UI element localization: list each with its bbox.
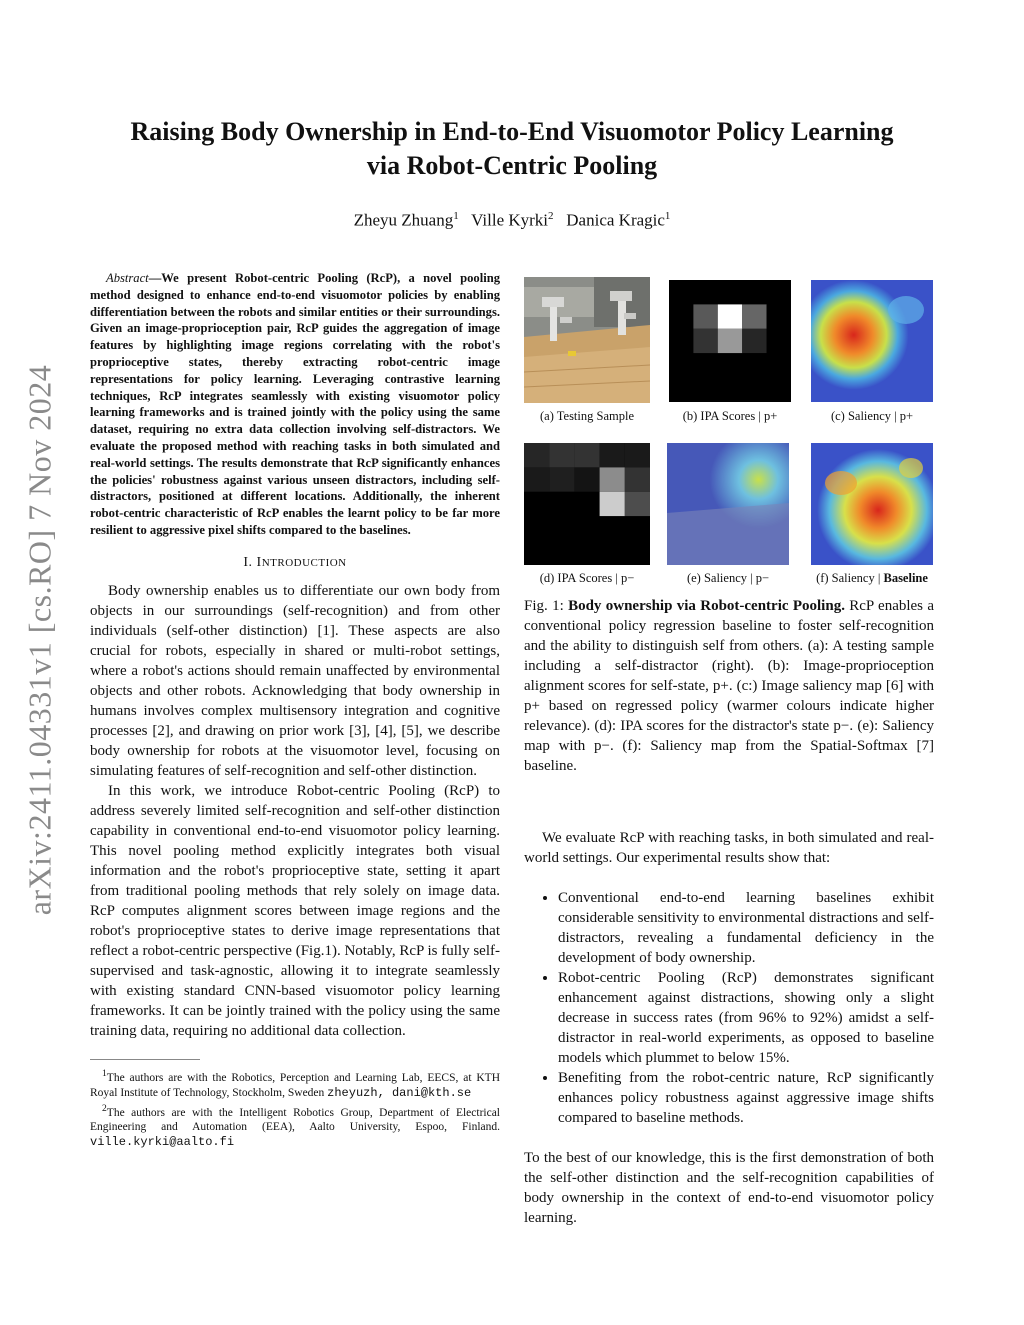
author-name: Danica Kragic bbox=[566, 210, 665, 230]
ipa-score-cell bbox=[767, 304, 791, 328]
author-affiliation: 1 bbox=[664, 210, 671, 222]
ipa-score-cell bbox=[574, 541, 599, 565]
caption-c: (c) Saliency | p+ bbox=[830, 409, 914, 423]
ipa-score-cell bbox=[669, 280, 693, 304]
ipa-score-cell bbox=[524, 443, 549, 467]
ipa-score-cell bbox=[669, 353, 693, 377]
author-list bbox=[90, 210, 934, 231]
author-affiliation: 2 bbox=[548, 210, 554, 222]
ipa-score-cell bbox=[625, 467, 650, 491]
ipa-scores-positive-image bbox=[669, 280, 791, 402]
ipa-score-cell bbox=[574, 443, 599, 467]
testing-sample-image bbox=[524, 277, 650, 403]
ipa-score-cell bbox=[742, 378, 766, 402]
ipa-score-cell bbox=[549, 516, 574, 540]
footnote-2-email[interactable]: ville.kyrki@aalto.fi bbox=[90, 1135, 235, 1150]
ipa-score-cell bbox=[574, 467, 599, 491]
ipa-score-cell bbox=[669, 329, 693, 353]
ipa-score-cell bbox=[625, 516, 650, 540]
saliency-baseline-image bbox=[811, 443, 933, 565]
arxiv-identifier bbox=[12, 350, 68, 930]
paper-title bbox=[90, 115, 934, 183]
author-name: Ville Kyrki bbox=[471, 210, 549, 230]
footnote-1-email[interactable]: zheyuzh, dani@kth.se bbox=[327, 1085, 472, 1100]
ipa-score-cell bbox=[693, 353, 717, 377]
ipa-score-cell bbox=[693, 378, 717, 402]
ipa-score-cell bbox=[742, 329, 766, 353]
ipa-score-cell bbox=[574, 492, 599, 516]
ipa-score-cell bbox=[693, 280, 717, 304]
ipa-score-cell bbox=[524, 541, 549, 565]
ipa-score-cell bbox=[767, 280, 791, 304]
ipa-score-cell bbox=[524, 492, 549, 516]
abstract bbox=[90, 270, 500, 539]
ipa-score-cell bbox=[669, 304, 693, 328]
footnote-rule bbox=[90, 1059, 200, 1060]
ipa-score-cell bbox=[549, 492, 574, 516]
ipa-score-cell bbox=[742, 353, 766, 377]
abstract-label: Abstract bbox=[106, 271, 149, 285]
caption-e: (e) Saliency | p− bbox=[686, 571, 770, 585]
list-item: • Robot-centric Pooling (RcP) demonstrates significant enhancement against distractions, showing only a slight decrease in success rates (from 96% to 92%) amidst a self-distractor in real-world experiments, as opposed to baseline models which plummet to below 15%. bbox=[558, 968, 934, 1068]
ipa-score-cell bbox=[742, 280, 766, 304]
section-heading-introduction: I. INTRODUCTION bbox=[243, 554, 347, 570]
ipa-score-cell bbox=[600, 516, 625, 540]
contribution-list bbox=[524, 888, 934, 1128]
author-name: Zheyu Zhuang bbox=[353, 210, 454, 230]
ipa-score-cell bbox=[524, 467, 549, 491]
ipa-score-cell bbox=[600, 541, 625, 565]
arxiv-identifier-text: arXiv:2411.04331v1 [cs.RO] 7 Nov 2024 bbox=[21, 364, 58, 916]
ipa-score-cell bbox=[767, 353, 791, 377]
saliency-negative-image bbox=[667, 443, 789, 565]
ipa-score-cell bbox=[718, 329, 742, 353]
ipa-score-cell bbox=[524, 516, 549, 540]
ipa-score-cell bbox=[718, 280, 742, 304]
title-line-2: via Robot-Centric Pooling bbox=[366, 151, 658, 180]
ipa-score-cell bbox=[600, 467, 625, 491]
ipa-score-cell bbox=[693, 304, 717, 328]
footnote-1: $^1$The authors are with the Robotics, Perception and Learning Lab, EECS, at KTH Royal Institute of Technology, Stockholm, Sweden zheyuzh, dani@kth.se bbox=[90, 1067, 500, 1100]
ipa-score-cell bbox=[718, 378, 742, 402]
intro-paragraph-1: Body ownership enables us to differentiate our own body from objects in our surroundings (self-recognition) and from other individuals (self-other distinction) [1]. These aspects are also crucial for robots, especially in shared or multi-robot settings, where a robot's actions should remain unaffected by environmental objects and other robots. Acknowledging that body ownership in humans involves complex multisensory integration and cognitive processes [2], and drawing on prior work [3], [4], [5], we describe body ownership for robots at the visuomotor level, focusing on simulating features of self-recognition and self-other distinction. bbox=[90, 582, 500, 779]
ipa-score-cell bbox=[625, 443, 650, 467]
list-item: • Conventional end-to-end learning baselines exhibit considerable sensitivity to environmental distractions and self-distractors, revealing a fundamental deficiency in the development of body ownership. bbox=[558, 888, 934, 968]
saliency-positive-image bbox=[811, 280, 933, 402]
ipa-score-cell bbox=[574, 516, 599, 540]
ipa-score-cell bbox=[669, 378, 693, 402]
abstract-text: —We present Robot-centric Pooling (RcP), a novel pooling method designed to enhance end-to-end visuomotor policies by enabling differentiation between the robots and similar entities or their surroundings. Given an image-proprioception pair, RcP guides the aggregation of image features by highlighting image regions correlating with the robot's proprioceptive states, thereby extracting robot-centric image representations for policy learning. Leveraging contrastive learning techniques, RcP integrates seamlessly with existing visuomotor policy learning frameworks and is trained jointly with the policy using the same dataset, requiring no extra data collection involving self-distractors. We evaluate the proposed method with reaching tasks in both simulated and real-world settings. The results demonstrate that RcP significantly enhances the policies' robustness against various unseen distractors, including self-distractors, positioned at different locations. Additionally, the inherent robot-centric characteristic of RcP enables the learnt policy to be far more resilient to aggressive pixel shifts compared to the baselines. bbox=[90, 271, 500, 537]
caption-a: (a) Testing Sample bbox=[539, 409, 634, 423]
evaluation-paragraph: We evaluate RcP with reaching tasks, in both simulated and real-world settings. Our experimental results show that: bbox=[524, 830, 934, 866]
intro-paragraph-2: In this work, we introduce Robot-centric Pooling (RcP) to address severely limited self-recognition and self-other distinction capability in conventional end-to-end visuomotor policy learning. This novel pooling method explicitly integrates both visual information and the robot's proprioceptive state, setting it apart from traditional pooling methods that rely solely on image data. RcP computes alignment scores between image regions and the robot's proprioceptive states to derive image representations that reflect a robot-centric perspective (Fig.1). Notably, RcP is fully self-supervised and task-agnostic, allowing it to integrate seamlessly with existing standard CNN-based visuomotor policy learning frameworks. It can be jointly trained with the policy using the same training data, requiring no additional data collection. bbox=[90, 782, 501, 1039]
caption-b: (b) IPA Scores | p+ bbox=[682, 409, 778, 423]
title-line-1: Raising Body Ownership in End-to-End Visuomotor Policy Learning bbox=[130, 117, 894, 146]
ipa-score-cell bbox=[767, 329, 791, 353]
ipa-score-cell bbox=[600, 443, 625, 467]
closing-paragraph: To the best of our knowledge, this is the first demonstration of both the self-other distinction and the self-recognition capabilities of body ownership in the context of end-to-end visuomotor policy learning. bbox=[524, 1150, 934, 1226]
ipa-score-cell bbox=[625, 492, 650, 516]
ipa-score-cell bbox=[718, 353, 742, 377]
ipa-score-cell bbox=[742, 304, 766, 328]
figure-1-caption bbox=[524, 596, 934, 776]
caption-label: Fig. 1: bbox=[524, 598, 569, 614]
ipa-score-cell bbox=[549, 443, 574, 467]
caption-title: Body ownership via Robot-centric Pooling. bbox=[568, 598, 845, 614]
author-affiliation: 1 bbox=[453, 210, 459, 222]
footnote-2: $^2$The authors are with the Intelligent Robotics Group, Department of Electrical Engineering and Automation (EEA), Aalto University, Espoo, Finland. ville.kyrki@aalto.fi bbox=[90, 1102, 500, 1150]
ipa-score-cell bbox=[718, 304, 742, 328]
right-column bbox=[524, 828, 934, 1228]
ipa-score-cell bbox=[767, 378, 791, 402]
ipa-scores-negative-image bbox=[524, 443, 650, 565]
list-item: • Benefiting from the robot-centric nature, RcP significantly enhances policy robustness against aggressive image shifts compared to baseline methods. bbox=[558, 1068, 934, 1128]
ipa-score-cell bbox=[600, 492, 625, 516]
caption-d: (d) IPA Scores | p− bbox=[539, 571, 635, 585]
ipa-score-cell bbox=[549, 541, 574, 565]
left-column bbox=[90, 270, 500, 1150]
ipa-score-cell bbox=[693, 329, 717, 353]
ipa-score-cell bbox=[625, 541, 650, 565]
caption-text: RcP enables a conventional policy regression baseline to foster self-recognition and the ability to distinguish self from others. (a): A testing sample including a self-distractor (right). (b): Image-proprioception alignment scores for self-state, p+. (c:) Image saliency map [6] with p+ based on regressed policy (warmer colours indicate higher relevance). (d): IPA scores for the distractor's state p−. (e): Saliency map with p−. (f): Saliency map from the Spatial-Softmax [7] baseline. bbox=[524, 598, 934, 774]
caption-f: (f) Saliency | Baseline bbox=[816, 571, 928, 585]
ipa-score-cell bbox=[549, 467, 574, 491]
